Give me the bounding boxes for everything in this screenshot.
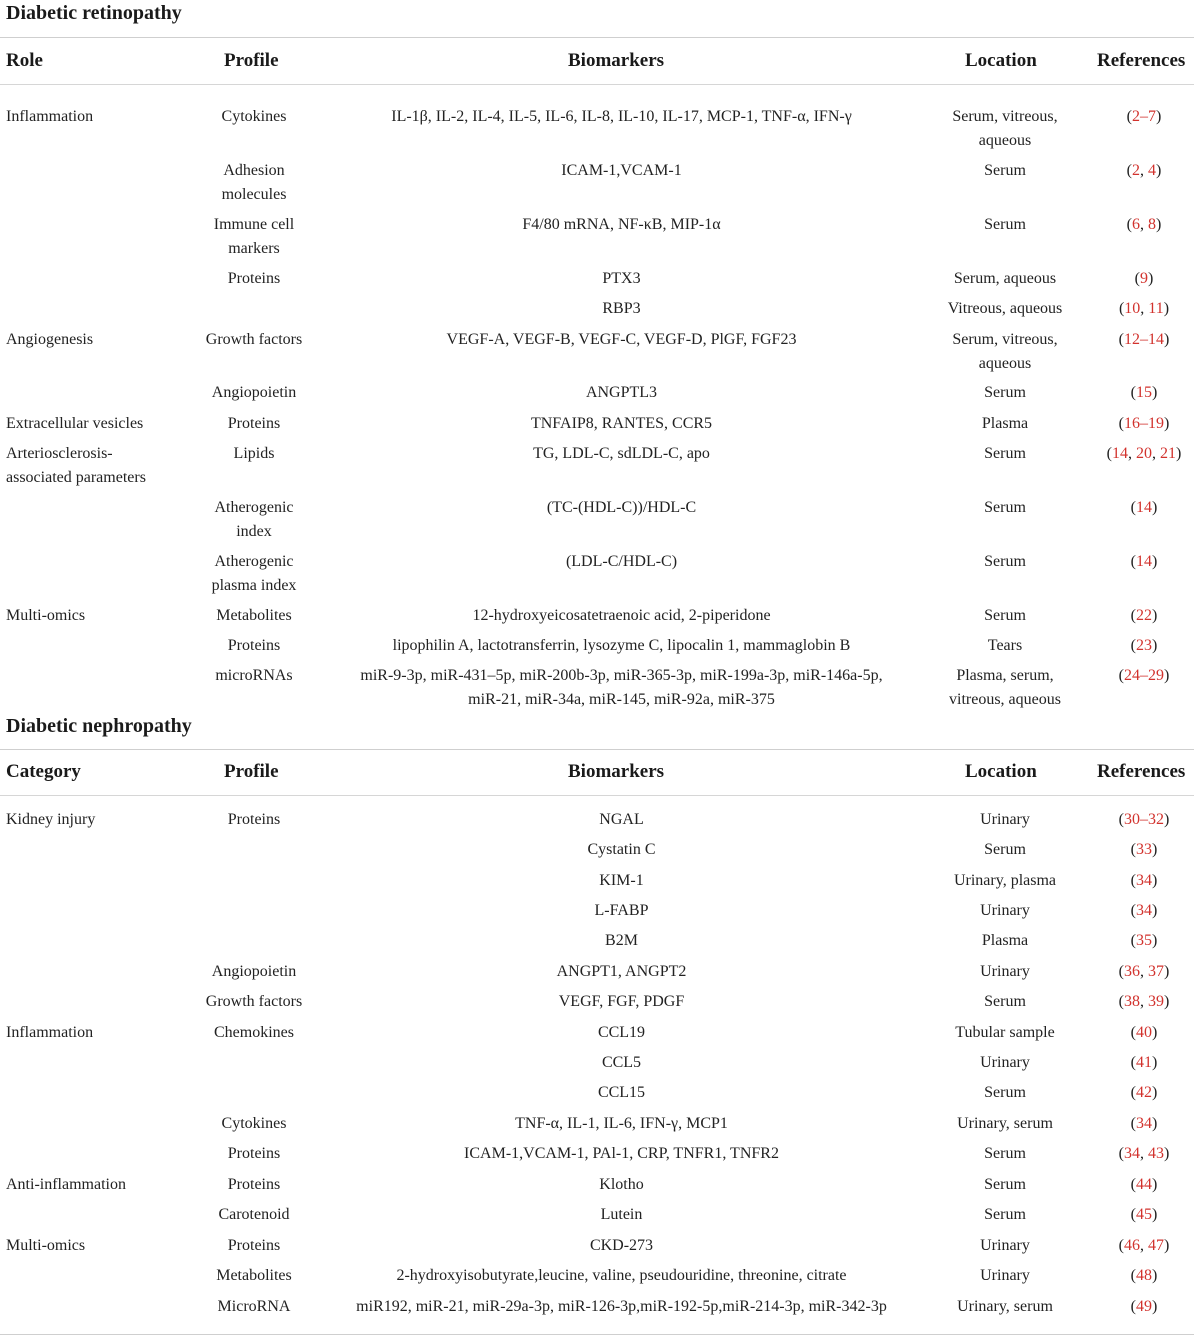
row-location: Urinary, plasma: [953, 872, 1057, 889]
ref-separator: ,: [1140, 216, 1148, 233]
reference-link[interactable]: 45: [1136, 1206, 1152, 1223]
reference-link[interactable]: 34: [1124, 1145, 1140, 1162]
column-header: References: [1097, 50, 1186, 71]
ref-close-paren: ): [1152, 1084, 1158, 1101]
row-profile: Proteins: [227, 270, 281, 287]
ref-separator: ,: [1140, 162, 1148, 179]
ref-separator: ,: [1152, 445, 1160, 462]
row-references: [1092, 328, 1196, 352]
ref-close-paren: ): [1164, 331, 1170, 348]
row-biomarkers: miR-9-3p, miR-431–5p, miR-200b-3p, miR-365-3p, miR-199a-3p, miR-146a-5p, miR-21, miR-34a, miR-145, miR-92a, miR-375: [360, 667, 883, 708]
section-top-rule: [0, 37, 1194, 38]
ref-separator: ,: [1140, 993, 1148, 1010]
reference-link[interactable]: 30–32: [1124, 811, 1164, 828]
row-biomarkers: ICAM-1,VCAM-1, PAl-1, CRP, TNFR1, TNFR2: [464, 1145, 779, 1162]
reference-link[interactable]: 34: [1136, 872, 1152, 889]
header-rule: [0, 795, 1194, 796]
row-location: Urinary, serum: [957, 1298, 1053, 1315]
column-header: Location: [965, 50, 1037, 71]
row-role: Angiogenesis: [6, 331, 94, 348]
row-profile: Carotenoid: [218, 1206, 290, 1223]
row-location: Serum: [984, 993, 1026, 1010]
row-location: Serum: [984, 162, 1026, 179]
row-references: [1092, 1203, 1196, 1227]
row-biomarkers: TNFAIP8, RANTES, CCR5: [530, 415, 713, 432]
row-biomarkers: TG, LDL-C, sdLDL-C, apo: [533, 445, 710, 462]
ref-close-paren: ): [1164, 993, 1170, 1010]
row-location: Serum: [984, 1145, 1026, 1162]
ref-close-paren: ): [1152, 1298, 1158, 1315]
ref-open-paren: (: [1130, 1176, 1136, 1193]
row-references: [1092, 105, 1196, 129]
row-location: Serum: [984, 1084, 1026, 1101]
row-biomarkers: lipophilin A, lactotransferrin, lysozyme C, lipocalin 1, mammaglobin B: [392, 637, 851, 654]
column-header: Biomarkers: [568, 761, 665, 782]
ref-close-paren: ): [1176, 445, 1182, 462]
ref-separator: ,: [1140, 963, 1148, 980]
reference-link[interactable]: 40: [1136, 1024, 1152, 1041]
table-bottom-rule: [0, 1334, 1194, 1335]
column-header: References: [1097, 761, 1186, 782]
row-profile: Metabolites: [216, 1267, 292, 1284]
ref-close-paren: ): [1152, 1267, 1158, 1284]
reference-link[interactable]: 46: [1124, 1237, 1140, 1254]
reference-link[interactable]: 4: [1148, 162, 1156, 179]
row-location: Serum, vitreous, aqueous: [952, 108, 1058, 149]
ref-close-paren: ): [1152, 553, 1158, 570]
row-profile: Immune cell markers: [213, 216, 295, 257]
row-profile: Growth factors: [205, 993, 303, 1010]
row-references: [1092, 1173, 1196, 1197]
row-location: Serum: [984, 553, 1026, 570]
reference-link[interactable]: 12–14: [1124, 331, 1164, 348]
column-header: Location: [965, 761, 1037, 782]
row-location: Urinary: [980, 1237, 1030, 1254]
row-profile: Atherogenic index: [214, 499, 294, 540]
row-references: [1092, 1051, 1196, 1075]
row-references: [1092, 1142, 1196, 1166]
row-biomarkers: IL-1β, IL-2, IL-4, IL-5, IL-6, IL-8, IL-10, IL-17, MCP-1, TNF-α, IFN-γ: [391, 108, 852, 125]
row-references: [1092, 381, 1196, 405]
ref-close-paren: ): [1164, 811, 1170, 828]
ref-close-paren: ): [1163, 300, 1170, 317]
ref-close-paren: ): [1152, 607, 1158, 624]
row-location: Serum: [984, 841, 1026, 858]
row-biomarkers: L-FABP: [594, 902, 649, 919]
row-references: [1092, 159, 1196, 183]
ref-close-paren: ): [1152, 902, 1158, 919]
row-biomarkers: F4/80 mRNA, NF-κB, MIP-1α: [522, 216, 721, 233]
reference-link[interactable]: 11: [1148, 300, 1164, 317]
row-biomarkers: (LDL-C/HDL-C): [565, 553, 678, 570]
row-references: [1092, 267, 1196, 291]
row-profile: Proteins: [227, 811, 281, 828]
ref-close-paren: ): [1156, 162, 1162, 179]
row-references: [1092, 990, 1196, 1014]
ref-open-paren: (: [1106, 445, 1112, 462]
row-biomarkers: miR192, miR-21, miR-29a-3p, miR-126-3p,miR-192-5p,miR-214-3p, miR-342-3p: [356, 1298, 887, 1315]
reference-link[interactable]: 16–19: [1124, 415, 1164, 432]
ref-close-paren: ): [1152, 841, 1158, 858]
ref-close-paren: ): [1152, 872, 1158, 889]
ref-open-paren: (: [1118, 331, 1124, 348]
reference-link[interactable]: 47: [1148, 1237, 1164, 1254]
row-profile: Proteins: [227, 415, 281, 432]
column-header: Biomarkers: [568, 50, 665, 71]
row-location: Serum: [984, 384, 1026, 401]
row-profile: Proteins: [227, 1237, 281, 1254]
row-profile: Proteins: [227, 1145, 281, 1162]
ref-close-paren: ): [1152, 499, 1158, 516]
ref-close-paren: ): [1152, 637, 1158, 654]
row-location: Urinary: [980, 811, 1030, 828]
reference-link[interactable]: 14: [1112, 445, 1128, 462]
row-biomarkers: KIM-1: [599, 872, 644, 889]
ref-open-paren: (: [1130, 499, 1136, 516]
reference-link[interactable]: 34: [1136, 1115, 1152, 1132]
row-biomarkers: NGAL: [599, 811, 644, 828]
row-biomarkers: TNF-α, IL-1, IL-6, IFN-γ, MCP1: [515, 1115, 728, 1132]
ref-open-paren: (: [1130, 1054, 1136, 1071]
row-location: Vitreous, aqueous: [947, 300, 1063, 317]
row-biomarkers: 2-hydroxyisobutyrate,leucine, valine, pseudouridine, threonine, citrate: [396, 1267, 847, 1284]
column-header: Role: [6, 50, 43, 71]
reference-link[interactable]: 2–7: [1132, 108, 1156, 125]
row-references: [1092, 550, 1196, 574]
row-location: Urinary, serum: [957, 1115, 1053, 1132]
row-references: [1092, 412, 1196, 436]
row-references: [1092, 838, 1196, 862]
ref-separator: ,: [1128, 445, 1136, 462]
reference-link[interactable]: 14: [1136, 499, 1152, 516]
column-header: Category: [6, 761, 81, 782]
row-location: Urinary: [980, 963, 1030, 980]
row-biomarkers: B2M: [605, 932, 638, 949]
reference-link[interactable]: 38: [1124, 993, 1140, 1010]
ref-open-paren: (: [1130, 872, 1136, 889]
ref-open-paren: (: [1130, 1206, 1136, 1223]
ref-open-paren: (: [1126, 162, 1132, 179]
reference-link[interactable]: 44: [1136, 1176, 1152, 1193]
ref-separator: ,: [1140, 1237, 1148, 1254]
reference-link[interactable]: 49: [1136, 1298, 1152, 1315]
ref-open-paren: (: [1126, 108, 1132, 125]
ref-close-paren: ): [1152, 1024, 1158, 1041]
row-references: [1092, 442, 1196, 466]
row-references: [1092, 496, 1196, 520]
row-profile: Angiopoietin: [211, 384, 297, 401]
row-role: Kidney injury: [6, 811, 96, 828]
row-references: [1092, 213, 1196, 237]
row-references: [1092, 634, 1196, 658]
column-header: Profile: [224, 50, 279, 71]
reference-link[interactable]: 2: [1132, 162, 1140, 179]
row-references: [1092, 899, 1196, 923]
reference-link[interactable]: 36: [1124, 963, 1140, 980]
row-references: [1092, 1295, 1196, 1319]
row-references: [1092, 1234, 1196, 1258]
row-role: Extracellular vesicles: [6, 415, 144, 432]
ref-open-paren: (: [1130, 1084, 1136, 1101]
reference-link[interactable]: 35: [1136, 932, 1152, 949]
ref-close-paren: ): [1152, 932, 1158, 949]
ref-close-paren: ): [1152, 1115, 1158, 1132]
row-profile: Growth factors: [205, 331, 303, 348]
row-biomarkers: CCL5: [601, 1054, 642, 1071]
row-role: Multi-omics: [6, 607, 86, 624]
ref-open-paren: (: [1126, 216, 1132, 233]
row-role: Multi-omics: [6, 1237, 86, 1254]
row-biomarkers: Cystatin C: [587, 841, 656, 858]
row-location: Serum: [984, 1206, 1026, 1223]
ref-open-paren: (: [1130, 1267, 1136, 1284]
row-profile: Adhesion molecules: [221, 162, 287, 203]
ref-close-paren: ): [1152, 1054, 1158, 1071]
ref-open-paren: (: [1130, 841, 1136, 858]
reference-link[interactable]: 21: [1160, 445, 1176, 462]
row-references: [1092, 929, 1196, 953]
row-profile: microRNAs: [215, 667, 293, 684]
ref-open-paren: (: [1118, 300, 1125, 317]
ref-separator: ,: [1140, 1145, 1148, 1162]
row-biomarkers: RBP3: [602, 300, 641, 317]
row-references: [1092, 960, 1196, 984]
row-role: Inflammation: [6, 108, 94, 125]
row-biomarkers: Klotho: [599, 1176, 644, 1193]
row-references: [1092, 1081, 1196, 1105]
ref-open-paren: (: [1130, 1115, 1136, 1132]
row-role: Arteriosclerosis- associated parameters: [6, 445, 146, 486]
row-profile: MicroRNA: [217, 1298, 291, 1315]
row-role: Inflammation: [6, 1024, 94, 1041]
row-references: [1092, 604, 1196, 628]
row-profile: Cytokines: [221, 1115, 287, 1132]
row-profile: Angiopoietin: [211, 963, 297, 980]
section-top-rule: [0, 749, 1194, 750]
row-biomarkers: PTX3: [602, 270, 641, 287]
reference-link[interactable]: 34: [1136, 902, 1152, 919]
ref-open-paren: (: [1130, 902, 1136, 919]
row-profile: Cytokines: [221, 108, 287, 125]
reference-link[interactable]: 23: [1136, 637, 1152, 654]
row-references: [1092, 1021, 1196, 1045]
ref-open-paren: (: [1118, 667, 1124, 684]
ref-open-paren: (: [1130, 553, 1136, 570]
row-location: Tears: [987, 637, 1023, 654]
reference-link[interactable]: 9: [1140, 270, 1148, 287]
reference-link[interactable]: 6: [1132, 216, 1140, 233]
reference-link[interactable]: 20: [1136, 445, 1152, 462]
ref-close-paren: ): [1164, 963, 1170, 980]
row-biomarkers: CKD-273: [589, 1237, 654, 1254]
ref-open-paren: (: [1130, 932, 1136, 949]
row-references: [1092, 297, 1196, 321]
row-location: Serum: [984, 216, 1026, 233]
reference-link[interactable]: 42: [1136, 1084, 1152, 1101]
row-location: Tubular sample: [955, 1024, 1055, 1041]
ref-close-paren: ): [1164, 1237, 1170, 1254]
reference-link[interactable]: 22: [1136, 607, 1152, 624]
ref-close-paren: ): [1152, 1206, 1158, 1223]
row-biomarkers: CCL19: [597, 1024, 646, 1041]
row-biomarkers: (TC-(HDL-C))/HDL-C: [546, 499, 697, 516]
row-location: Plasma: [981, 932, 1029, 949]
column-header: Profile: [224, 761, 279, 782]
row-profile: Proteins: [227, 637, 281, 654]
row-biomarkers: 12-hydroxyeicosatetraenoic acid, 2-piperidone: [472, 607, 771, 624]
row-profile: Metabolites: [216, 607, 292, 624]
row-role: Anti-inflammation: [6, 1176, 126, 1193]
reference-link[interactable]: 48: [1136, 1267, 1152, 1284]
row-location: Serum, aqueous: [953, 270, 1057, 287]
ref-open-paren: (: [1118, 415, 1124, 432]
ref-open-paren: (: [1134, 270, 1140, 287]
ref-open-paren: (: [1130, 1024, 1136, 1041]
ref-open-paren: (: [1130, 607, 1136, 624]
row-profile: Proteins: [227, 1176, 281, 1193]
section-title: Diabetic retinopathy: [6, 2, 182, 24]
header-rule: [0, 84, 1194, 85]
row-location: Serum: [984, 607, 1026, 624]
row-location: Plasma: [981, 415, 1029, 432]
row-references: [1092, 1264, 1196, 1288]
row-biomarkers: CCL15: [597, 1084, 646, 1101]
row-biomarkers: ICAM-1,VCAM-1: [561, 162, 682, 179]
reference-link[interactable]: 8: [1148, 216, 1156, 233]
ref-separator: ,: [1140, 300, 1149, 317]
ref-open-paren: (: [1130, 384, 1136, 401]
ref-open-paren: (: [1118, 1145, 1124, 1162]
row-location: Urinary: [980, 1267, 1030, 1284]
ref-close-paren: ): [1156, 108, 1162, 125]
row-profile: Atherogenic plasma index: [211, 553, 297, 594]
ref-open-paren: (: [1118, 993, 1124, 1010]
ref-open-paren: (: [1130, 1298, 1136, 1315]
reference-link[interactable]: 15: [1136, 384, 1152, 401]
reference-link[interactable]: 37: [1148, 963, 1164, 980]
ref-close-paren: ): [1152, 1176, 1158, 1193]
ref-open-paren: (: [1118, 1237, 1124, 1254]
row-biomarkers: VEGF, FGF, PDGF: [558, 993, 685, 1010]
row-references: [1092, 808, 1196, 832]
ref-close-paren: ): [1148, 270, 1154, 287]
row-location: Serum, vitreous, aqueous: [952, 331, 1058, 372]
section-title: Diabetic nephropathy: [6, 715, 192, 737]
row-profile: Lipids: [233, 445, 275, 462]
ref-open-paren: (: [1118, 811, 1124, 828]
ref-close-paren: ): [1164, 415, 1170, 432]
row-location: Serum: [984, 1176, 1026, 1193]
ref-close-paren: ): [1164, 667, 1170, 684]
row-location: Serum: [984, 499, 1026, 516]
row-biomarkers: ANGPTL3: [585, 384, 658, 401]
ref-close-paren: ): [1164, 1145, 1170, 1162]
ref-open-paren: (: [1130, 637, 1136, 654]
ref-close-paren: ): [1156, 216, 1162, 233]
row-biomarkers: VEGF-A, VEGF-B, VEGF-C, VEGF-D, PlGF, FGF23: [446, 331, 797, 348]
row-references: [1092, 664, 1196, 688]
row-profile: Chemokines: [214, 1024, 294, 1041]
reference-link[interactable]: 39: [1148, 993, 1164, 1010]
reference-link[interactable]: 43: [1148, 1145, 1164, 1162]
row-biomarkers: ANGPT1, ANGPT2: [556, 963, 687, 980]
row-location: Urinary: [980, 902, 1030, 919]
row-location: Serum: [984, 445, 1026, 462]
reference-link[interactable]: 14: [1136, 553, 1152, 570]
ref-open-paren: (: [1118, 963, 1124, 980]
row-references: [1092, 869, 1196, 893]
row-biomarkers: Lutein: [600, 1206, 643, 1223]
reference-link[interactable]: 10: [1124, 300, 1141, 317]
row-references: [1092, 1112, 1196, 1136]
row-location: Plasma, serum, vitreous, aqueous: [949, 667, 1061, 708]
ref-close-paren: ): [1152, 384, 1158, 401]
reference-link[interactable]: 41: [1136, 1054, 1152, 1071]
row-location: Urinary: [980, 1054, 1030, 1071]
reference-link[interactable]: 33: [1136, 841, 1152, 858]
reference-link[interactable]: 24–29: [1124, 667, 1164, 684]
